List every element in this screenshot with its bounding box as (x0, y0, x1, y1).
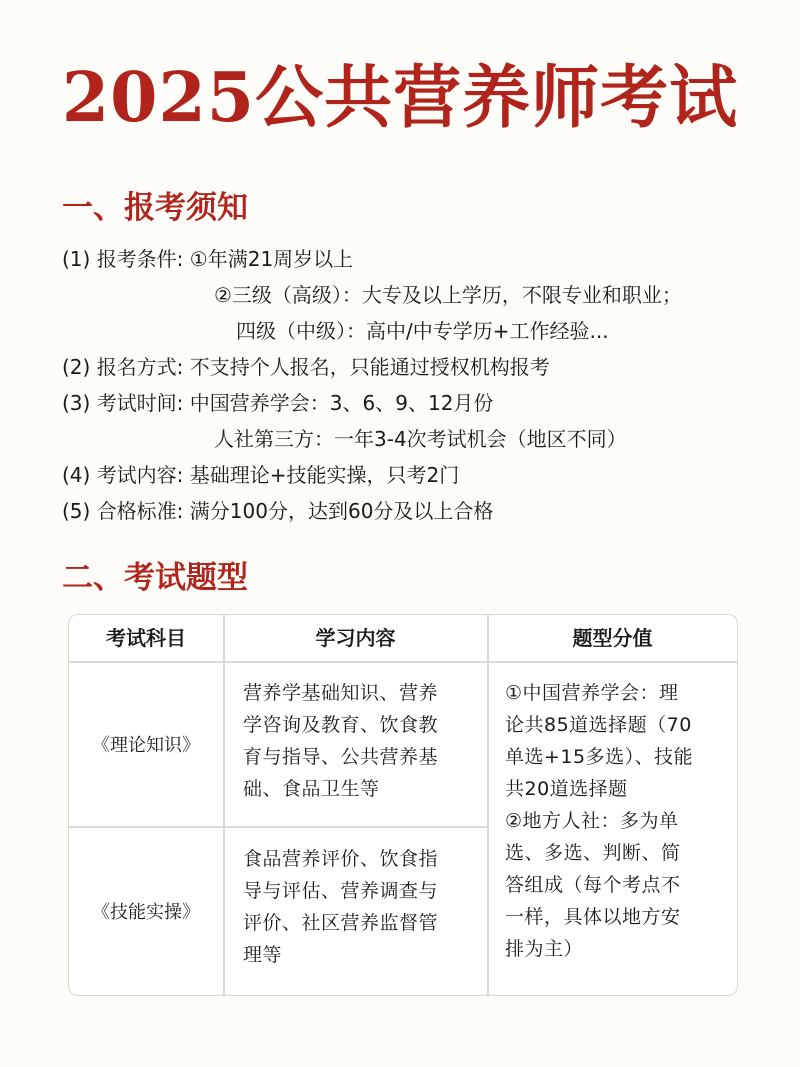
notice-label: (3) 考试时间: (62, 391, 184, 415)
table-header-score: 题型分值 (488, 615, 737, 661)
section-heading-exam-notice: 一、报考须知 (62, 190, 248, 226)
page-title: 2025公共营养师考试 (61, 58, 739, 138)
notice-item-pass (62, 496, 493, 526)
table-cell-subject-skills: 《技能实操》 (92, 902, 200, 923)
content-line: 础、食品卫生等 (243, 778, 380, 800)
table-divider (69, 661, 737, 663)
table-cell-score-values (505, 677, 729, 965)
content-line: 理等 (243, 944, 283, 966)
notice-text: 不支持个人报名，只能通过授权机构报考 (189, 355, 550, 379)
score-line: 答组成（每个考点不 (505, 874, 681, 896)
notice-label: (1) 报考条件: (62, 247, 184, 271)
notice-item-content (62, 460, 459, 490)
notice-text: 中国营养学会：3、6、9、12月份 (189, 391, 494, 415)
score-line: ①中国营养学会：理 (505, 682, 679, 704)
content-line: 食品营养评价、饮食指 (243, 848, 439, 870)
content-line: 评价、社区营养监督管 (243, 912, 439, 934)
table-cell-content-skills (243, 843, 479, 971)
notice-label: (5) 合格标准: (62, 499, 184, 523)
exam-type-table (68, 614, 738, 996)
score-line: 论共85道选择题（70 (505, 714, 692, 736)
score-line: 一样，具体以地方安 (505, 906, 681, 928)
content-line: 导与评估、营养调查与 (243, 880, 439, 902)
table-divider (223, 615, 225, 995)
notice-item-signup (62, 352, 550, 382)
score-line: 排为主） (505, 938, 584, 960)
notice-subitem: ②三级（高级）：大专及以上学历，不限专业和职业； (214, 283, 682, 307)
score-line: 单选+15多选）、技能 (505, 746, 694, 768)
notice-subitem: 四级（中级）：高中/中专学历+工作经验... (236, 319, 609, 343)
score-line: ②地方人社：多为单 (505, 810, 679, 832)
notice-subitem: 人社第三方：一年3-4次考试机会（地区不同） (214, 427, 627, 451)
table-cell-content-theory (243, 677, 479, 805)
notice-item-requirements (62, 244, 353, 274)
notice-text: 基础理论+技能实操，只考2门 (189, 463, 460, 487)
section-heading-exam-types: 二、考试题型 (62, 560, 248, 596)
table-header-subject: 考试科目 (69, 615, 223, 661)
notice-text: 满分100分，达到60分及以上合格 (189, 499, 494, 523)
notice-item-time (62, 388, 493, 418)
table-divider (69, 826, 487, 828)
score-line: 选、多选、判断、简 (505, 842, 681, 864)
content-line: 营养学基础知识、营养 (243, 682, 439, 704)
content-line: 学咨询及教育、饮食教 (243, 714, 439, 736)
table-header-content: 学习内容 (224, 615, 487, 661)
table-cell-subject-theory: 《理论知识》 (92, 735, 200, 756)
content-line: 育与指导、公共营养基 (243, 746, 439, 768)
table-divider (487, 615, 489, 995)
notice-label: (2) 报名方式: (62, 355, 184, 379)
notice-label: (4) 考试内容: (62, 463, 184, 487)
score-line: 共20道选择题 (505, 778, 628, 800)
notice-text: ①年满21周岁以上 (189, 247, 354, 271)
